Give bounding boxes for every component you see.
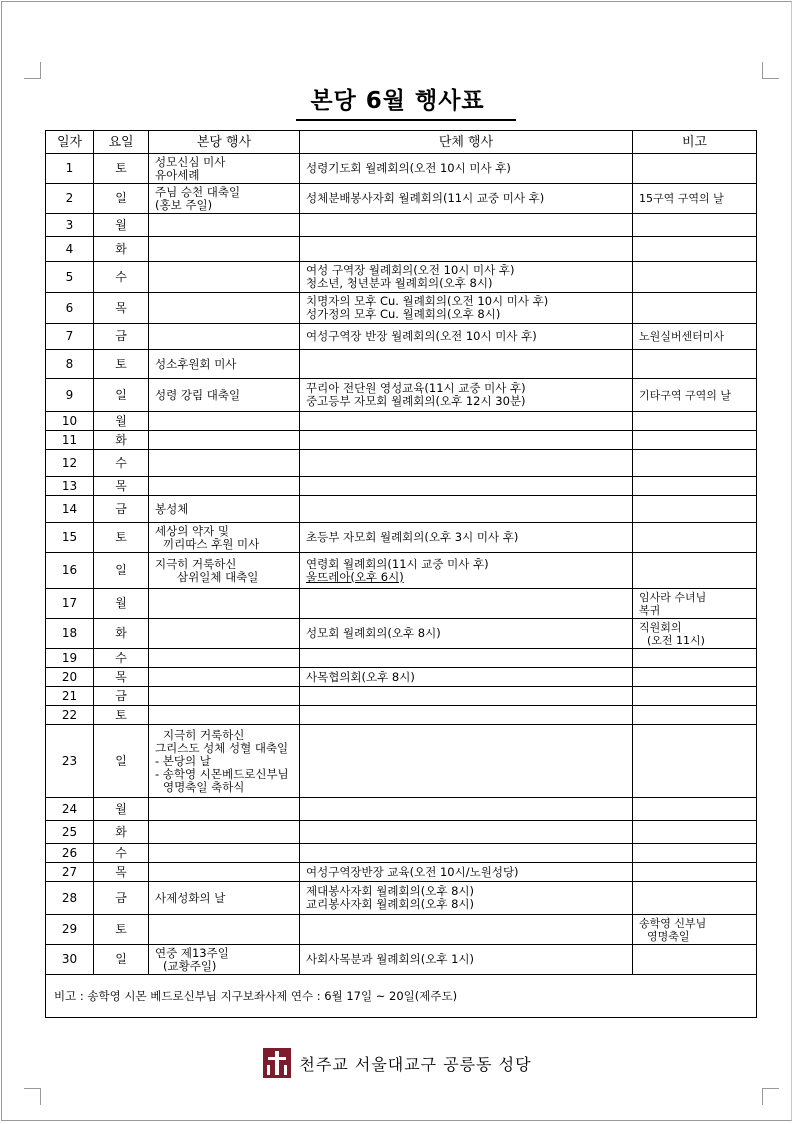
group-event-cell	[300, 184, 633, 214]
remark-cell	[633, 154, 757, 184]
parish-event-cell	[149, 589, 300, 619]
cell-line: 꾸리아 전단원 영성교육(11시 교중 미사 후)	[306, 381, 526, 395]
cell-line: - 본당의 날	[155, 753, 211, 768]
remark-cell	[633, 450, 757, 477]
cell-line: 송학영 신부님	[639, 916, 707, 930]
parish-event-cell	[149, 725, 300, 798]
group-event-cell	[300, 350, 633, 379]
parish-event-cell	[149, 431, 300, 450]
weekday-cell: 일	[94, 945, 149, 975]
remark-cell	[633, 844, 757, 863]
table-row	[46, 431, 757, 450]
group-event-cell	[300, 798, 633, 821]
remark-cell	[633, 214, 757, 237]
table-row	[46, 523, 757, 553]
cell-line: 여성 구역장 월례회의(오전 10시 미사 후)	[306, 263, 515, 277]
parish-event-cell	[149, 882, 300, 915]
cell-line: 사회사목분과 월례회의(오후 1시)	[306, 952, 475, 966]
group-event-cell	[300, 293, 633, 324]
table-row	[46, 844, 757, 863]
table-row	[46, 412, 757, 431]
cell-line: 사제성화의 날	[155, 890, 226, 905]
day-cell: 9	[46, 379, 94, 412]
remark-cell	[633, 237, 757, 262]
cell-line: 영명축일	[647, 929, 690, 943]
page-title: 본당 6월 행사표	[310, 88, 485, 114]
group-event-cell	[300, 882, 633, 915]
weekday-cell: 목	[94, 477, 149, 496]
cell-line: 청소년, 청년분과 월례회의(오후 8시)	[306, 276, 493, 290]
weekday-cell: 화	[94, 431, 149, 450]
weekday-cell: 수	[94, 649, 149, 668]
table-header-row	[46, 131, 757, 154]
parish-event-cell	[149, 844, 300, 863]
weekday-cell: 월	[94, 798, 149, 821]
weekday-cell: 월	[94, 589, 149, 619]
remark-cell	[633, 706, 757, 725]
remark-row	[46, 975, 757, 1018]
cell-line: 성령 강림 대축일	[155, 387, 241, 402]
remark-cell	[633, 431, 757, 450]
table-row	[46, 619, 757, 649]
parish-event-cell	[149, 706, 300, 725]
day-cell: 16	[46, 553, 94, 589]
table-row	[46, 706, 757, 725]
parish-event-cell	[149, 237, 300, 262]
day-cell: 8	[46, 350, 94, 379]
table-row	[46, 324, 757, 350]
remark-cell	[633, 523, 757, 553]
header-parish-events: 본당 행사	[149, 131, 300, 154]
weekday-cell: 일	[94, 553, 149, 589]
group-event-cell	[300, 668, 633, 687]
cell-line: 여성구역장반장 교육(오전 10시/노원성당)	[306, 864, 519, 879]
weekday-cell: 일	[94, 725, 149, 798]
weekday-cell: 토	[94, 154, 149, 184]
day-cell: 23	[46, 725, 94, 798]
weekday-cell: 목	[94, 668, 149, 687]
remark-cell	[633, 863, 757, 882]
table-row	[46, 379, 757, 412]
table-row	[46, 798, 757, 821]
day-cell: 20	[46, 668, 94, 687]
table-row	[46, 154, 757, 184]
parish-event-cell	[149, 154, 300, 184]
table-row	[46, 496, 757, 523]
cell-line: 지극히 거룩하신	[155, 556, 237, 571]
group-event-cell	[300, 619, 633, 649]
group-event-cell	[300, 477, 633, 496]
parish-event-cell	[149, 619, 300, 649]
day-cell: 18	[46, 619, 94, 649]
remark-cell	[633, 379, 757, 412]
cell-line: 초등부 자모회 월례회의(오후 3시 미사 후)	[306, 530, 519, 544]
cell-line: 성모신심 미사	[155, 154, 226, 169]
group-event-cell	[300, 706, 633, 725]
group-event-cell	[300, 262, 633, 293]
weekday-cell: 화	[94, 619, 149, 649]
cell-line: (홍보 주일)	[155, 197, 213, 212]
remark-cell	[633, 649, 757, 668]
crop-mark-bottom-left	[24, 1088, 41, 1105]
parish-event-cell	[149, 649, 300, 668]
table-row	[46, 477, 757, 496]
cell-line: (오전 11시)	[647, 633, 705, 647]
day-cell: 29	[46, 915, 94, 945]
group-event-cell	[300, 523, 633, 553]
weekday-cell: 목	[94, 863, 149, 882]
table-row	[46, 915, 757, 945]
group-event-cell	[300, 863, 633, 882]
day-cell: 12	[46, 450, 94, 477]
parish-event-cell	[149, 863, 300, 882]
cell-line: 그리스도 성체 성혈 대축일	[155, 740, 289, 755]
group-event-cell	[300, 431, 633, 450]
group-event-cell	[300, 821, 633, 844]
remark-cell	[633, 619, 757, 649]
cell-line: 성체분배봉사자회 월례회의(11시 교중 미사 후)	[306, 191, 545, 205]
day-cell: 7	[46, 324, 94, 350]
remark-cell	[633, 412, 757, 431]
day-cell: 26	[46, 844, 94, 863]
weekday-cell: 수	[94, 262, 149, 293]
header-day: 일자	[46, 131, 94, 154]
remark-cell	[633, 687, 757, 706]
remark-cell	[633, 496, 757, 523]
parish-name: 천주교 서울대교구 공릉동 성당	[299, 1054, 532, 1074]
cell-line: 노원실버센터미사	[639, 330, 725, 343]
group-event-cell	[300, 154, 633, 184]
group-event-cell	[300, 379, 633, 412]
day-cell: 27	[46, 863, 94, 882]
day-cell: 10	[46, 412, 94, 431]
weekday-cell: 일	[94, 184, 149, 214]
header-group-events: 단체 행사	[300, 131, 633, 154]
table-row	[46, 237, 757, 262]
cell-line: 제대봉사자회 월례회의(오후 8시)	[306, 884, 475, 898]
table-row	[46, 262, 757, 293]
table-row	[46, 821, 757, 844]
cell-line: (교황주일)	[163, 958, 217, 973]
remark-cell	[633, 668, 757, 687]
weekday-cell: 금	[94, 496, 149, 523]
parish-event-cell	[149, 324, 300, 350]
group-event-cell	[300, 945, 633, 975]
parish-event-cell	[149, 350, 300, 379]
parish-event-cell	[149, 379, 300, 412]
cell-line: 울뜨레아(오후 6시)	[306, 569, 404, 584]
weekday-cell: 금	[94, 882, 149, 915]
cell-line: 성모회 월례회의(오후 8시)	[306, 626, 441, 640]
cell-line: 삼위일체 대축일	[177, 569, 259, 584]
day-cell: 24	[46, 798, 94, 821]
day-cell: 3	[46, 214, 94, 237]
weekday-cell: 목	[94, 293, 149, 324]
table-row	[46, 553, 757, 589]
table-row	[46, 214, 757, 237]
day-cell: 14	[46, 496, 94, 523]
group-event-cell	[300, 496, 633, 523]
title-underline	[296, 119, 516, 121]
parish-event-cell	[149, 477, 300, 496]
table-row	[46, 450, 757, 477]
weekday-cell: 금	[94, 324, 149, 350]
cell-line: 성가정의 모후 Cu. 월례회의(오후 8시)	[306, 307, 501, 321]
table-row	[46, 863, 757, 882]
header-weekday: 요일	[94, 131, 149, 154]
group-event-cell	[300, 915, 633, 945]
table-row	[46, 293, 757, 324]
crop-mark-top-right	[762, 62, 779, 79]
cell-line: 유아세례	[155, 167, 200, 182]
parish-event-cell	[149, 523, 300, 553]
group-event-cell	[300, 844, 633, 863]
remark-cell	[633, 350, 757, 379]
remark-cell	[633, 821, 757, 844]
group-event-cell	[300, 553, 633, 589]
group-event-cell	[300, 237, 633, 262]
day-cell: 21	[46, 687, 94, 706]
table-row	[46, 184, 757, 214]
group-event-cell	[300, 214, 633, 237]
table-row	[46, 725, 757, 798]
parish-event-cell	[149, 821, 300, 844]
weekday-cell: 수	[94, 450, 149, 477]
weekday-cell: 토	[94, 915, 149, 945]
weekday-cell: 월	[94, 412, 149, 431]
parish-event-cell	[149, 798, 300, 821]
remark-cell	[633, 798, 757, 821]
cell-line: - 송학영 시몬베드로신부님	[155, 766, 289, 781]
remark-text: 비고 : 송학영 시몬 베드로신부님 지구보좌사제 연수 : 6월 17일 ~ 20일(제주도)	[46, 975, 757, 1018]
event-schedule-table	[45, 130, 757, 1018]
remark-cell	[633, 324, 757, 350]
cell-line: 주님 승천 대축일	[155, 184, 241, 199]
day-cell: 1	[46, 154, 94, 184]
remark-cell	[633, 477, 757, 496]
weekday-cell: 월	[94, 214, 149, 237]
weekday-cell: 화	[94, 237, 149, 262]
cross-logo-icon	[263, 1048, 291, 1078]
parish-event-cell	[149, 293, 300, 324]
day-cell: 19	[46, 649, 94, 668]
day-cell: 25	[46, 821, 94, 844]
parish-event-cell	[149, 412, 300, 431]
table-row	[46, 668, 757, 687]
group-event-cell	[300, 412, 633, 431]
table-row	[46, 882, 757, 915]
parish-event-cell	[149, 450, 300, 477]
cell-line: 임사라 수녀님	[639, 590, 707, 604]
day-cell: 30	[46, 945, 94, 975]
remark-cell	[633, 945, 757, 975]
cell-line: 기타구역 구역의 날	[639, 388, 732, 402]
parish-event-cell	[149, 687, 300, 706]
cell-line: 봉성체	[155, 501, 189, 516]
cell-line: 성소후원회 미사	[155, 356, 237, 371]
cell-line: 사목협의회(오후 8시)	[306, 669, 415, 684]
day-cell: 22	[46, 706, 94, 725]
parish-event-cell	[149, 915, 300, 945]
crop-mark-bottom-right	[762, 1088, 779, 1105]
remark-cell	[633, 293, 757, 324]
header-remarks: 비고	[633, 131, 757, 154]
group-event-cell	[300, 649, 633, 668]
weekday-cell: 토	[94, 350, 149, 379]
cell-line: 연령회 월례회의(11시 교중 미사 후)	[306, 556, 489, 571]
remark-cell	[633, 553, 757, 589]
parish-event-cell	[149, 184, 300, 214]
table-row	[46, 350, 757, 379]
day-cell: 6	[46, 293, 94, 324]
weekday-cell: 수	[94, 844, 149, 863]
parish-event-cell	[149, 945, 300, 975]
cell-line: 직원회의	[639, 620, 682, 634]
cell-line: 지극히 거룩하신	[163, 727, 245, 742]
parish-event-cell	[149, 668, 300, 687]
day-cell: 15	[46, 523, 94, 553]
footer	[0, 1046, 795, 1080]
cell-line: 교리봉사자회 월례회의(오후 8시)	[306, 897, 475, 911]
remark-cell	[633, 262, 757, 293]
group-event-cell	[300, 450, 633, 477]
group-event-cell	[300, 324, 633, 350]
cell-line: 복귀	[639, 603, 661, 617]
table-body	[46, 154, 757, 975]
remark-cell	[633, 725, 757, 798]
day-cell: 4	[46, 237, 94, 262]
group-event-cell	[300, 589, 633, 619]
cell-line: 여성구역장 반장 월례회의(오전 10시 미사 후)	[306, 329, 537, 343]
day-cell: 2	[46, 184, 94, 214]
parish-event-cell	[149, 496, 300, 523]
cell-line: 성령기도회 월례회의(오전 10시 미사 후)	[306, 161, 511, 175]
group-event-cell	[300, 725, 633, 798]
remark-cell	[633, 589, 757, 619]
crop-mark-top-left	[24, 62, 41, 79]
remark-cell	[633, 184, 757, 214]
weekday-cell: 화	[94, 821, 149, 844]
remark-cell	[633, 882, 757, 915]
table-row	[46, 649, 757, 668]
day-cell: 11	[46, 431, 94, 450]
parish-event-cell	[149, 214, 300, 237]
weekday-cell: 토	[94, 706, 149, 725]
weekday-cell: 토	[94, 523, 149, 553]
table-row	[46, 687, 757, 706]
cell-line: 연중 제13주일	[155, 945, 229, 960]
cell-line: 영명축일 축하식	[163, 779, 245, 794]
group-event-cell	[300, 687, 633, 706]
cell-line: 중고등부 자모회 월례회의(오후 12시 30분)	[306, 394, 526, 408]
day-cell: 13	[46, 477, 94, 496]
cell-line: 세상의 약자 및	[155, 523, 229, 538]
day-cell: 5	[46, 262, 94, 293]
cell-line: 끼리따스 후원 미사	[163, 536, 260, 551]
day-cell: 28	[46, 882, 94, 915]
parish-event-cell	[149, 262, 300, 293]
parish-event-cell	[149, 553, 300, 589]
cell-line: 치명자의 모후 Cu. 월례회의(오전 10시 미사 후)	[306, 294, 549, 308]
day-cell: 17	[46, 589, 94, 619]
cell-line: 15구역 구역의 날	[639, 192, 724, 205]
table-row	[46, 945, 757, 975]
weekday-cell: 일	[94, 379, 149, 412]
weekday-cell: 금	[94, 687, 149, 706]
remark-cell	[633, 915, 757, 945]
table-row	[46, 589, 757, 619]
